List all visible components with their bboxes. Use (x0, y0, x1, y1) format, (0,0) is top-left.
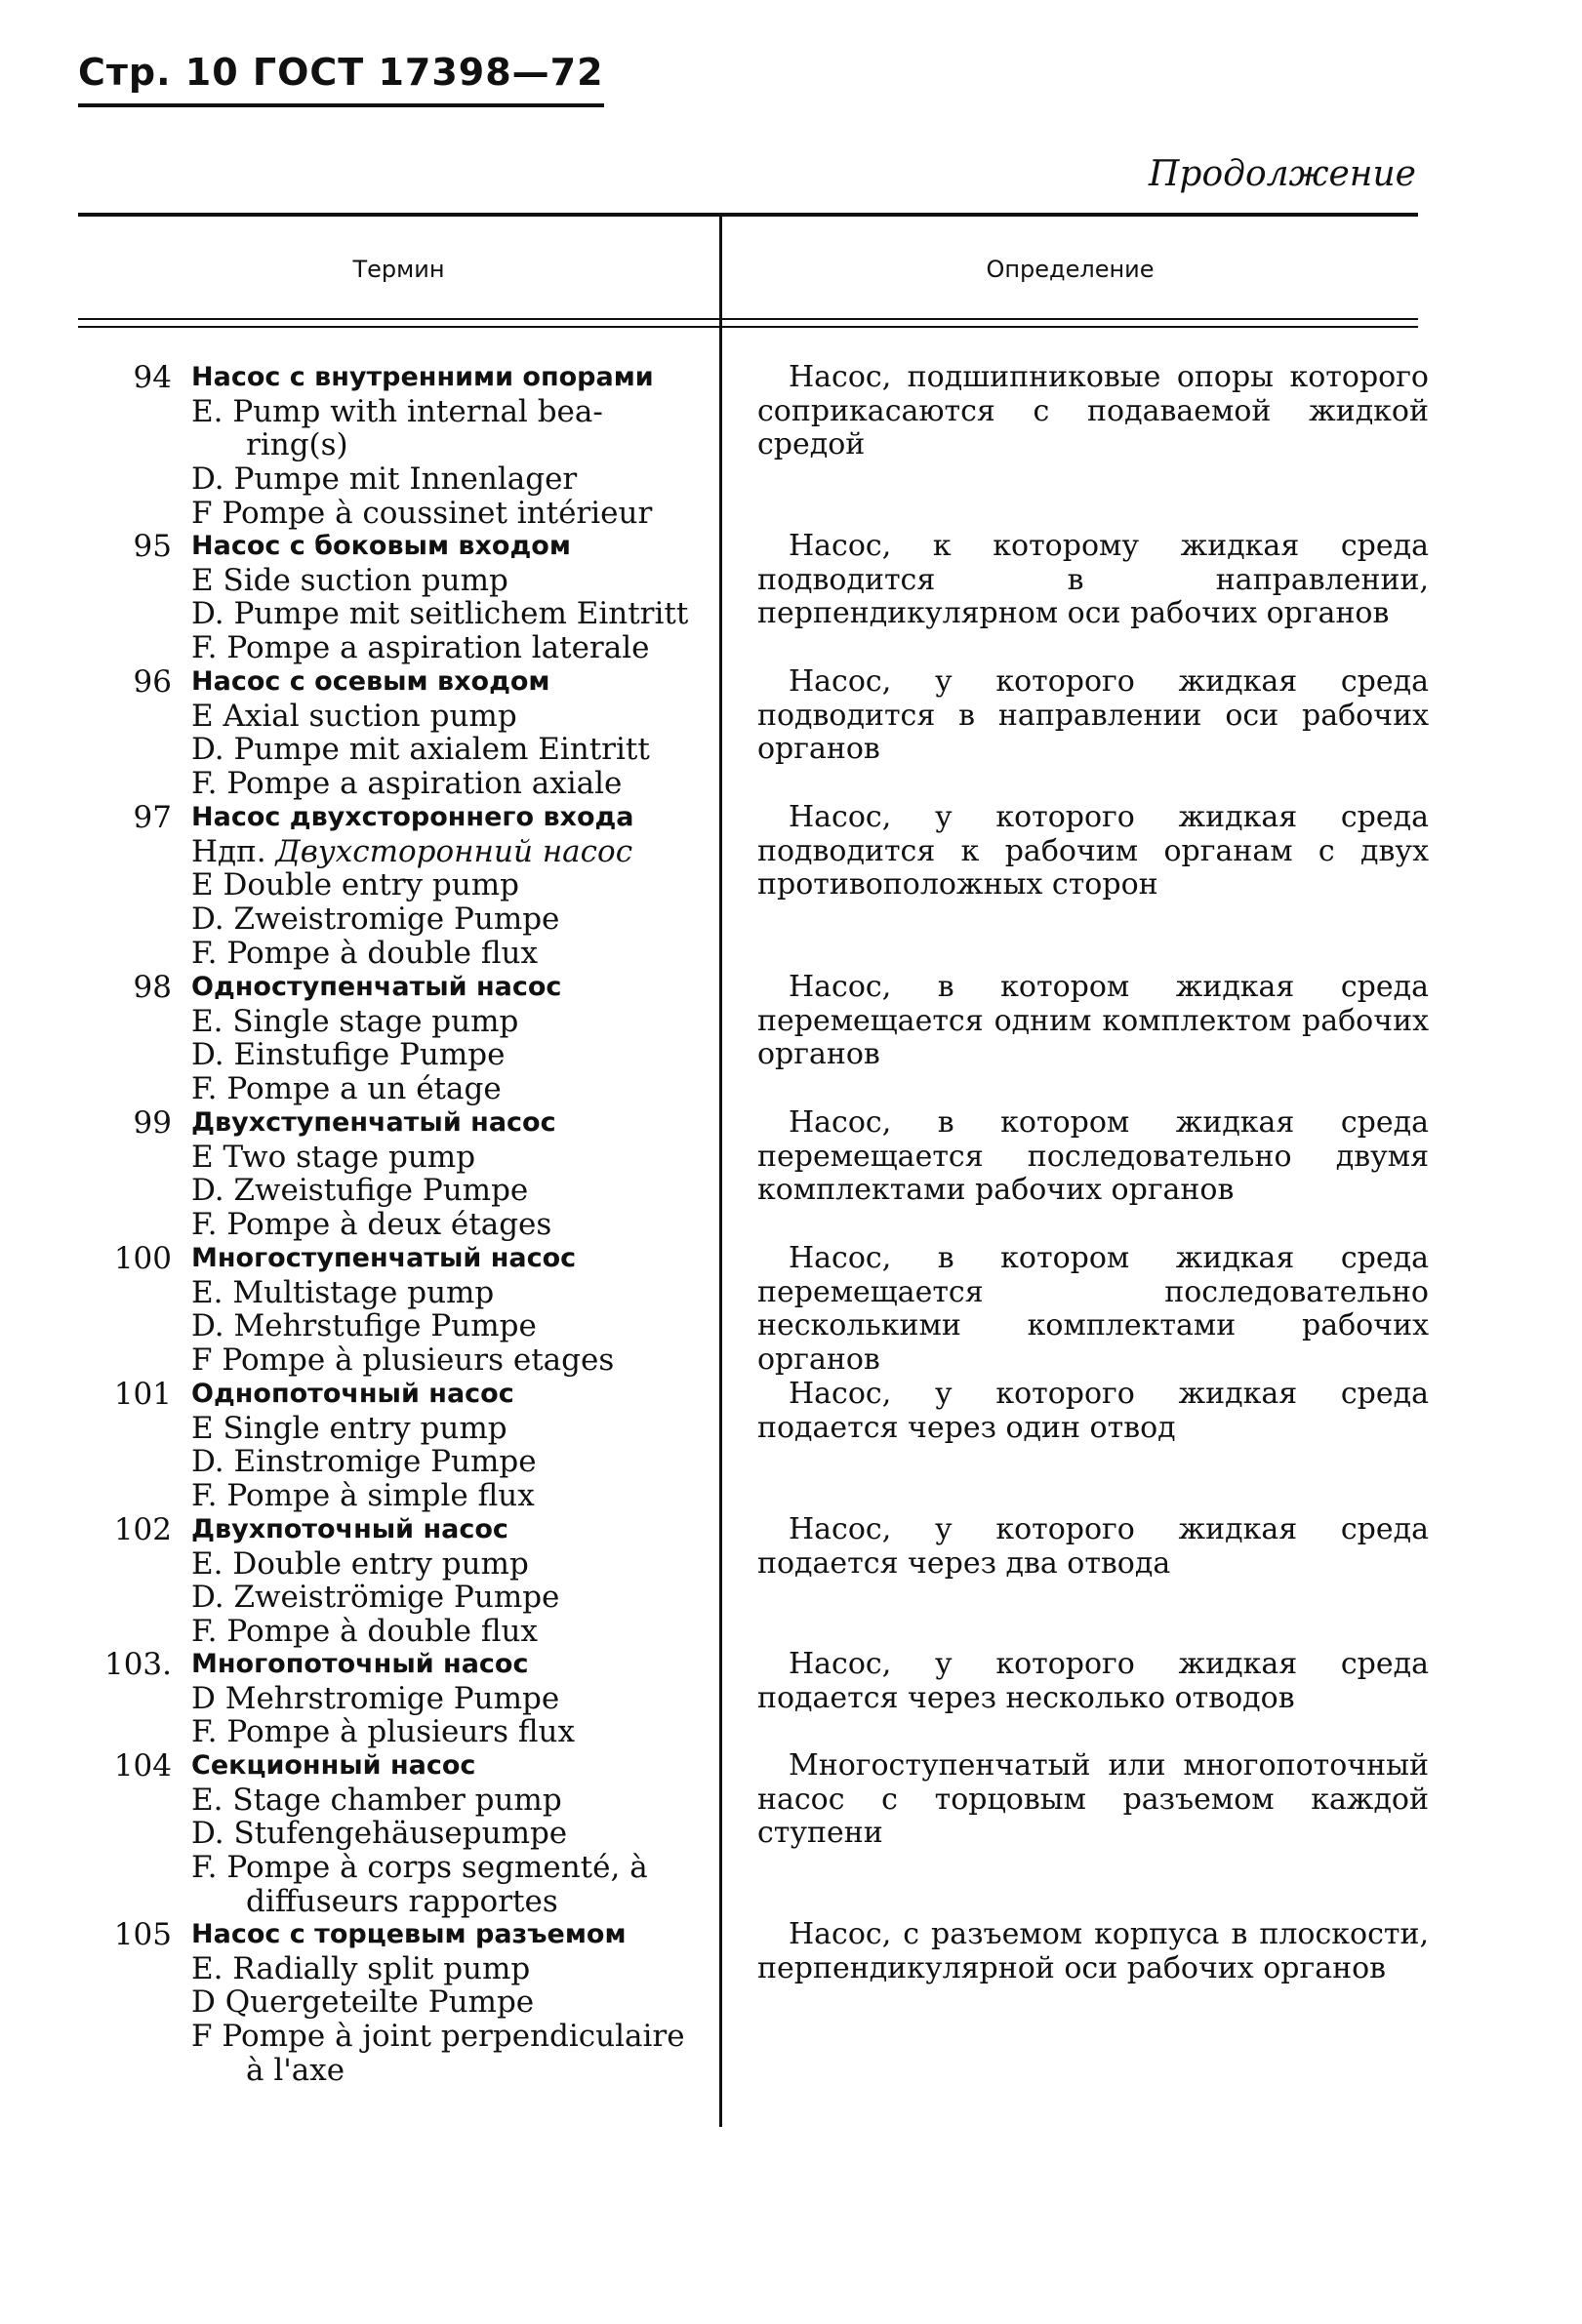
term-foreign-equivalent: D. Pumpe mit seitlichem Eintritt (191, 596, 689, 632)
term-lines (191, 1749, 718, 1918)
term-not-recommended: Ндп. Двухсторонний насос (191, 833, 633, 869)
term-russian: Насос с внутренними опорами (191, 362, 654, 392)
term-foreign-equivalent: E. Double entry pump (191, 1545, 529, 1582)
term-foreign-equivalent: E. Stage chamber pump (191, 1782, 562, 1818)
term-number: 95 (133, 529, 172, 564)
term-foreign-equivalent: à l'axe (246, 2052, 345, 2088)
term-definition: Насос, у которого жидкая среда подается через два отвода (757, 1512, 1429, 1581)
term-foreign-equivalent: D Mehrstromige Pumpe (191, 1680, 560, 1716)
term-foreign-equivalent: F. Pompe a un étage (191, 1071, 502, 1107)
term-russian: Многопоточный насос (191, 1649, 529, 1679)
term-lines (191, 665, 718, 801)
term-lines (191, 1648, 718, 1749)
term-number: 102 (113, 1512, 172, 1547)
term-definition: Насос, в котором жидкая среда перемещается одним комплектом рабочих органов (757, 970, 1429, 1072)
term-definition: Насос, у которого жидкая среда подводится в направлении оси рабочих органов (757, 664, 1429, 767)
term-russian: Насос двухстороннего входа (191, 802, 634, 832)
term-foreign-equivalent: F. Pompe à corps segmenté, à (191, 1850, 648, 1886)
term-foreign-equivalent: E. Single stage pump (191, 1003, 519, 1039)
term-lines (191, 361, 718, 530)
term-foreign-equivalent: ring(s) (246, 427, 348, 463)
term-number: 104 (113, 1748, 172, 1783)
term-russian: Насос с торцевым разъемом (191, 1919, 627, 1949)
term-number: 101 (113, 1377, 172, 1412)
term-foreign-equivalent: E. Multistage pump (191, 1274, 495, 1310)
term-lines (191, 1242, 718, 1378)
term-definition: Насос, у которого жидкая среда подается через несколько отводов (757, 1647, 1429, 1715)
term-number: 103. (103, 1647, 172, 1682)
term-foreign-equivalent: E. Radially split pump (191, 1950, 531, 1986)
term-foreign-equivalent: D. Einstufige Pumpe (191, 1037, 506, 1073)
term-russian: Двухпоточный насос (191, 1514, 508, 1544)
term-foreign-equivalent: D. Mehrstufige Pumpe (191, 1308, 537, 1344)
term-number: 105 (113, 1917, 172, 1952)
term-definition: Насос, в котором жидкая среда перемещается последовательно двумя комплектами рабочих органов (757, 1105, 1429, 1208)
term-foreign-equivalent: E Two stage pump (191, 1139, 476, 1175)
term-russian: Однопоточный насос (191, 1379, 514, 1409)
term-definition: Насос, подшипниковые опоры которого соприкасаются с подаваемой жидкой средой (757, 360, 1429, 462)
term-foreign-equivalent: D. Stufengehäusepumpe (191, 1816, 568, 1852)
term-definition: Насос, с разъемом корпуса в плоскости, перпендикулярной оси рабочих органов (757, 1917, 1429, 1985)
term-russian: Секционный насос (191, 1750, 476, 1781)
term-lines (191, 1513, 718, 1649)
term-foreign-equivalent: F. Pompe à double flux (191, 1614, 538, 1650)
term-foreign-equivalent: E Axial suction pump (191, 698, 517, 734)
term-foreign-equivalent: D. Zweistromige Pumpe (191, 902, 560, 938)
term-foreign-equivalent: E Side suction pump (191, 562, 508, 598)
term-foreign-equivalent: D Quergeteilte Pumpe (191, 1984, 535, 2021)
term-russian: Насос с осевым входом (191, 666, 550, 697)
term-foreign-equivalent: E. Pump with internal bea- (191, 393, 603, 429)
term-russian: Многоступенчатый насос (191, 1243, 577, 1273)
term-foreign-equivalent: F Pompe à joint perpendiculaire (191, 2019, 685, 2055)
term-definition: Насос, в котором жидкая среда перемещается последовательно несколькими комплектами рабочих органов (757, 1241, 1429, 1378)
term-lines (191, 971, 718, 1106)
column-header-term: Термин (352, 256, 445, 283)
term-foreign-equivalent: E Double entry pump (191, 867, 519, 903)
term-foreign-equivalent: F. Pompe à plusieurs flux (191, 1714, 575, 1750)
column-header-definition: Определение (986, 256, 1155, 283)
term-foreign-equivalent: F. Pompe à deux étages (191, 1207, 552, 1243)
term-number: 100 (113, 1241, 172, 1276)
term-foreign-equivalent: F. Pompe à double flux (191, 935, 538, 971)
term-foreign-equivalent: F. Pompe a aspiration laterale (191, 630, 650, 666)
term-number: 94 (133, 360, 172, 395)
term-number: 97 (133, 800, 172, 835)
term-foreign-equivalent: F Pompe à plusieurs etages (191, 1342, 615, 1379)
term-lines (191, 1106, 718, 1242)
term-foreign-equivalent: D. Zweiströmige Pumpe (191, 1580, 560, 1616)
term-number: 96 (133, 664, 172, 700)
term-foreign-equivalent: F Pompe à coussinet intérieur (191, 495, 653, 531)
term-lines (191, 1378, 718, 1513)
term-definition: Многоступенчатый или многопоточный насос с торцовым разъемом каждой ступени (757, 1748, 1429, 1851)
term-foreign-equivalent: F. Pompe à simple flux (191, 1478, 535, 1514)
term-foreign-equivalent: D. Pumpe mit Innenlager (191, 461, 578, 498)
term-foreign-equivalent: D. Zweistufige Pumpe (191, 1173, 529, 1209)
term-russian: Двухступенчатый насос (191, 1107, 556, 1138)
term-russian: Насос с боковым входом (191, 531, 571, 561)
term-russian: Одноступенчатый насос (191, 972, 562, 1002)
term-number: 99 (133, 1105, 172, 1141)
term-lines (191, 1918, 718, 2087)
term-definition: Насос, к которому жидкая среда подводится в направлении, перпендикулярном оси рабочих органов (757, 529, 1429, 631)
term-lines (191, 530, 718, 665)
term-lines (191, 801, 718, 970)
term-definition: Насос, у которого жидкая среда подается через один отвод (757, 1377, 1429, 1445)
term-definition: Насос, у которого жидкая среда подводится к рабочим органам с двух противоположных сторон (757, 800, 1429, 902)
term-foreign-equivalent: D. Pumpe mit axialem Eintritt (191, 732, 650, 768)
continuation-label: Продолжение (1149, 154, 1416, 194)
term-foreign-equivalent: D. Einstromige Pumpe (191, 1444, 537, 1480)
term-foreign-equivalent: E Single entry pump (191, 1410, 507, 1446)
page-header: Стр. 10 ГОСТ 17398—72 (78, 51, 604, 107)
term-foreign-equivalent: F. Pompe a aspiration axiale (191, 766, 623, 802)
term-number: 98 (133, 970, 172, 1005)
term-foreign-equivalent: diffuseurs rapportes (246, 1883, 558, 1919)
